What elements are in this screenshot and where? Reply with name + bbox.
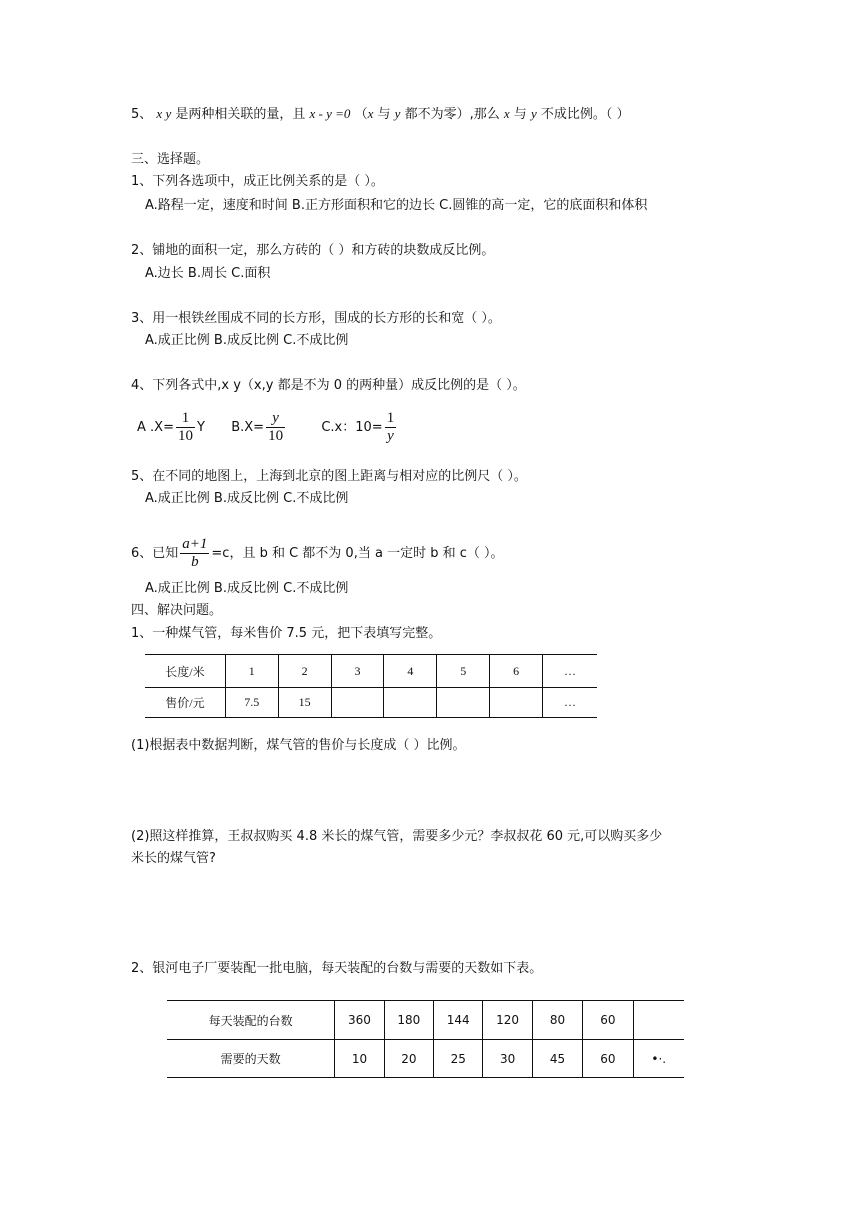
table-cell: 120 <box>483 1001 532 1040</box>
question-text: 与 <box>377 107 391 122</box>
choice-q1-options: A.路程一定，速度和时间 B.正方形面积和它的边长 C.圆锥的高一定，它的底面积和体积 <box>145 198 648 213</box>
tf-question-5 <box>131 105 630 124</box>
choice-q1-stem: 1、下列各选项中，成正比例关系的是（ ）。 <box>131 174 384 189</box>
table-cell <box>384 688 437 718</box>
choice-q4-stem: 4、下列各式中,x y（x,y 都是不为 0 的两种量）成反比例的是（ ）。 <box>131 378 526 393</box>
option-b-label: B.X= <box>231 420 265 435</box>
table-cell: 30 <box>483 1040 532 1078</box>
table-cell: 45 <box>532 1040 582 1078</box>
choice-q5-options: A.成正比例 B.成反比例 C.不成比例 <box>145 491 349 506</box>
price-table <box>145 654 597 718</box>
table-cell <box>633 1001 684 1040</box>
choice-q2-options: A.边长 B.周长 C.面积 <box>145 266 271 281</box>
problem-1-sub1: (1)根据表中数据判断，煤气管的售价与长度成（ ）比例。 <box>131 738 466 753</box>
variable-y: y <box>530 106 537 121</box>
table-cell: 10 <box>335 1040 384 1078</box>
table-cell: 4 <box>384 655 437 688</box>
variable-x: x <box>367 106 374 121</box>
section-4-title: 四、解决问题。 <box>131 603 223 618</box>
section-3-title: 三、选择题。 <box>131 152 210 167</box>
table-cell: 1 <box>225 655 278 688</box>
option-a-label: A .X= <box>137 420 174 435</box>
table-cell: •·. <box>633 1040 684 1078</box>
table-cell: 180 <box>384 1001 433 1040</box>
table-cell: 5 <box>437 655 490 688</box>
choice-q5-stem: 5、在不同的地图上，上海到北京的图上距离与相对应的比例尺（ ）。 <box>131 469 527 484</box>
table-cell: 80 <box>532 1001 582 1040</box>
table-cell: 7.5 <box>225 688 278 718</box>
table-cell: 25 <box>434 1040 483 1078</box>
problem-1-sub2-line1: (2)照这样推算，王叔叔购买 4.8 米长的煤气管，需要多少元？李叔叔花 60 元,可以购买多少 <box>131 829 663 844</box>
table-cell <box>331 688 384 718</box>
table-cell: 360 <box>335 1001 384 1040</box>
choice-q2-stem: 2、铺地的面积一定，那么方砖的（ ）和方砖的块数成反比例。 <box>131 243 495 258</box>
answer-blank: 不成比例。（ ） <box>540 107 630 122</box>
table-cell: 3 <box>331 655 384 688</box>
table-cell: 需要的天数 <box>167 1040 335 1078</box>
table-cell: 长度/米 <box>145 655 225 688</box>
table-cell: 6 <box>490 655 543 688</box>
problem-1-stem: 1、一种煤气管，每米售价 7.5 元，把下表填写完整。 <box>131 626 442 641</box>
problem-2-stem: 2、银河电子厂要装配一批电脑，每天装配的台数与需要的天数如下表。 <box>131 961 543 976</box>
table-cell: 15 <box>278 688 331 718</box>
option-a-fraction: $\frac{1}{10}$ <box>177 410 193 444</box>
question-text: 与 <box>513 107 527 122</box>
question-number: 5、 <box>131 107 153 122</box>
option-b-fraction: $\frac{y}{10}$ <box>268 410 284 444</box>
assembly-table <box>167 1000 684 1078</box>
table-cell: 144 <box>434 1001 483 1040</box>
table-cell: 每天装配的台数 <box>167 1001 335 1040</box>
variable-y: y <box>394 106 401 121</box>
choice-q4-options: A .X= $\frac{1}{10}$ Y B.X= $\frac{y}{10}$ C.x：10= $\frac{1}{y}$ <box>137 410 395 444</box>
table-row <box>145 655 597 688</box>
table-row <box>167 1001 684 1040</box>
equation: x - y =0 <box>309 106 351 121</box>
table-cell: … <box>543 688 597 718</box>
table-cell <box>437 688 490 718</box>
table-cell: 60 <box>583 1001 633 1040</box>
choice-q3-stem: 3、用一根铁丝围成不同的长方形，围成的长方形的长和宽（ ）。 <box>131 311 501 326</box>
choice-q6-stem: 6、已知 $\frac{a+1}{b}$ =c，且 b 和 C 都不为 0,当 a 一定时 b 和 c（ ）。 <box>131 536 504 570</box>
choice-q6-options: A.成正比例 B.成反比例 C.不成比例 <box>145 581 349 596</box>
problem-1-sub2-line2: 米长的煤气管? <box>131 851 216 866</box>
question-text: 是两种相关联的量，且 <box>175 107 306 122</box>
table-cell: 20 <box>384 1040 433 1078</box>
table-row <box>145 688 597 718</box>
table-cell <box>490 688 543 718</box>
question-text: （ <box>354 107 368 122</box>
option-c-label: C.x：10= <box>321 420 383 435</box>
variable-x: x <box>503 106 510 121</box>
q6-fraction: $\frac{a+1}{b}$ <box>182 536 208 570</box>
table-cell: 2 <box>278 655 331 688</box>
table-cell: … <box>543 655 597 688</box>
table-cell: 60 <box>583 1040 633 1078</box>
variable-xy: x y <box>156 106 172 121</box>
table-row <box>167 1040 684 1078</box>
table-cell: 售价/元 <box>145 688 225 718</box>
option-c-fraction: $\frac{1}{y}$ <box>386 410 395 444</box>
question-text: 都不为零）,那么 <box>404 107 500 122</box>
choice-q3-options: A.成正比例 B.成反比例 C.不成比例 <box>145 333 349 348</box>
